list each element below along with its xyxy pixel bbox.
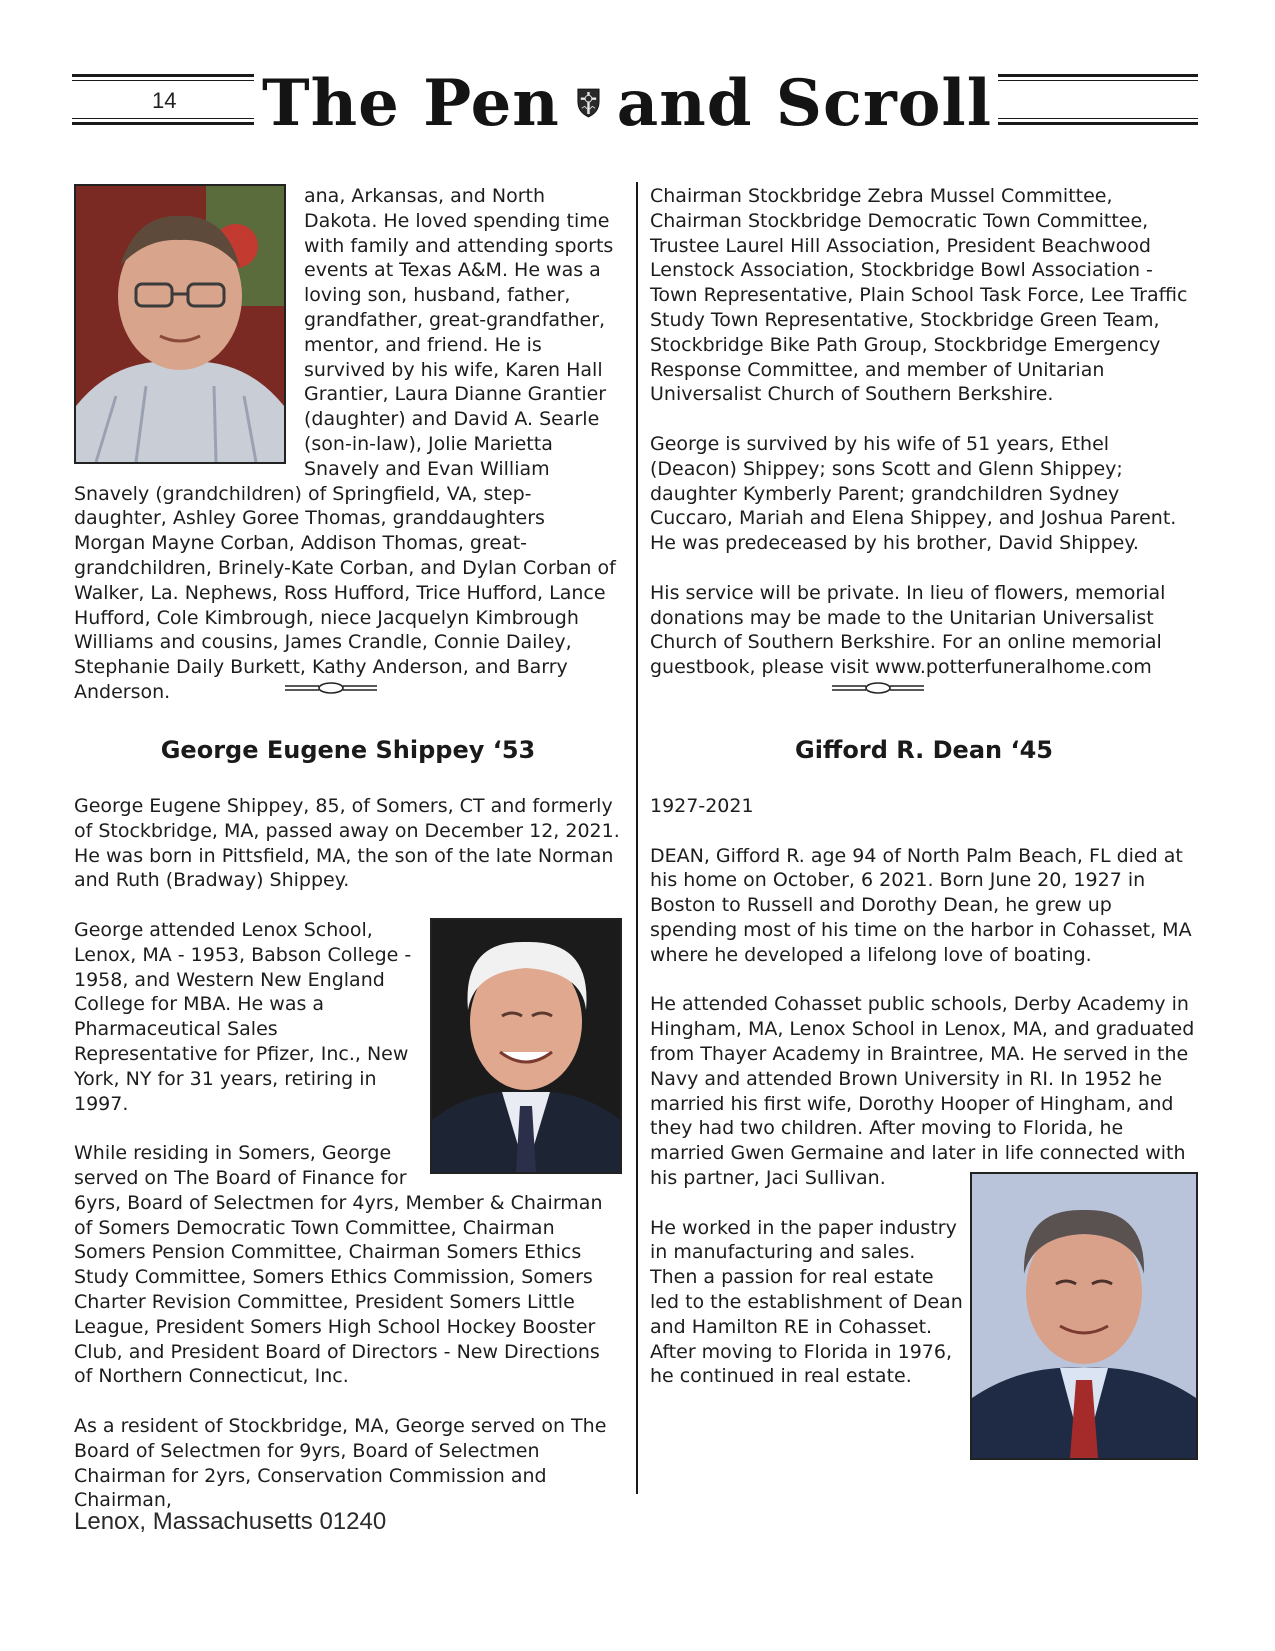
obituary-heading-shippey: George Eugene Shippey ‘53 — [160, 736, 536, 764]
masthead-title — [262, 58, 992, 148]
page-number: 14 — [152, 88, 177, 113]
shippey-paragraph-1: George Eugene Shippey, 85, of Somers, CT and formerly of Stockbridge, MA, passed away on December 12, 2021. He was born in Pittsfield, MA, the son of the late Norman and Ruth (Bradway) Shippey. — [74, 795, 620, 892]
shippey-paragraph-4: As a resident of Stockbridge, MA, George served on The Board of Selectmen for 9yrs, Board of Selectmen Chairman for 2yrs, Conservation Commission and Chairman, — [74, 1414, 607, 1512]
dean-years: 1927-2021 — [650, 795, 754, 817]
masthead-title-left: The Pen — [262, 65, 560, 141]
masthead-rule-right — [998, 74, 1198, 124]
section-ornament-right — [832, 681, 924, 695]
shippey-paragraph-2: George attended Lenox School, Lenox, MA - 1953, Babson College - 1958, and Western New England College for MBA. He was a Pharmaceutical Sales Representative for Pfizer, Inc., New York, NY for 31 years, retiring in 1997. — [74, 918, 412, 1115]
shippey-paragraph-6: George is survived by his wife of 51 years, Ethel (Deacon) Shippey; sons Scott and Glenn Shippey; daughter Kymberly Parent; grandchildren Sydney Cuccaro, Mariah and Elena Shippey, and Joshua Parent. He was predeceased by his brother, David Shippey. — [650, 432, 1177, 555]
footer-address: Lenox, Massachusetts 01240 — [74, 1508, 387, 1535]
portrait-shippey-image — [432, 920, 620, 1172]
obituary-heading-dean: Gifford R. Dean ‘45 — [795, 736, 1053, 764]
section-ornament-left — [285, 681, 377, 695]
obituary-shippey-left — [74, 794, 622, 1513]
obituary-photo-shippey — [430, 918, 622, 1174]
continued-obituary — [74, 184, 622, 705]
continued-obituary-text: ana, Arkansas, and North Dakota. He loved spending time with family and attending sports events at Texas A&M. He was a loving son, husband, father, grandfather, great-grandfather, mentor, and friend. He is survived by his wife, Karen Hall Grantier, Laura Dianne Grantier (daughter) and David A. Searle (son-in-law), Jolie Marietta Snavely and Evan William Snavely (grandchildren) of Springfield, VA, step-daughter, Ashley Goree Thomas, granddaughters Morgan Mayne Corban, Addison Thomas, great-grandchildren, Brinely-Kate Corban, and Dylan Corban of Walker, La. Nephews, Ross Hufford, Trice Hufford, Lance Hufford, Cole Kimbrough, niece Jacquelyn Kimbrough Williams and cousins, James Crandle, Connie Dailey, Stephanie Daily Burkett, Kathy Anderson, and Barry Anderson. — [74, 185, 616, 703]
masthead-title-right: and Scroll — [616, 65, 992, 141]
shippey-paragraph-7: His service will be private. In lieu of flowers, memorial donations may be made to the Unitarian Universalist Church of Southern Berkshire. For an online memorial guestbook, please visit www.potterfuneralhome.com — [650, 581, 1166, 679]
crest-icon — [576, 70, 601, 136]
column-divider — [636, 182, 638, 1494]
portrait-dean-image — [972, 1174, 1196, 1458]
shippey-paragraph-5: Chairman Stockbridge Zebra Mussel Committee, Chairman Stockbridge Democratic Town Committee, Trustee Laurel Hill Association, President Beachwood Lenstock Association, Stockbridge Bowl Association - Town Representative, Plain School Task Force, Lee Traffic Study Town Representative, Stockbridge Green Team, Stockbridge Bike Path Group, Stockbridge Emergency Response Committee, and member of Unitarian Universalist Church of Southern Berkshire. — [650, 185, 1188, 406]
dean-paragraph-1: DEAN, Gifford R. age 94 of North Palm Beach, FL died at his home on October, 6 2021. Born June 20, 1927 in Boston to Russell and Dorothy Dean, he grew up spending most of his time on the harbor in Cohasset, MA where he developed a lifelong love of boating. — [650, 844, 1192, 966]
dean-paragraph-3: He worked in the paper industry in manufacturing and sales. Then a passion for real estate led to the establishment of Dean and Hamilton RE in Cohasset. After moving to Florida in 1976, he continued in real estate. — [650, 1216, 963, 1388]
dean-paragraph-2: He attended Cohasset public schools, Derby Academy in Hingham, MA, Lenox School in Lenox, MA, and graduated from Thayer Academy in Braintree, MA. He served in the Navy and attended Brown University in RI. In 1952 he married his first wife, Dorothy Hooper of Hingham, and they had two children. After moving to Florida, he married Gwen Germaine and later in life connected with his partner, Jaci Sullivan. — [650, 993, 1195, 1189]
shippey-paragraph-3: While residing in Somers, George served on The Board of Finance for 6yrs, Board of Selectmen for 4yrs, Member & Chairman of Somers Democratic Town Committee, Chairman Somers Pension Committee, Chairman Somers Ethics Study Committee, Somers Ethics Commission, Somers Charter Revision Committee, President Somers Little League, President Somers High School Hockey Booster Club, and President Board of Directors - New Directions of Northern Connecticut, Inc. — [74, 1142, 603, 1388]
portrait-grantier-image — [76, 186, 284, 462]
obituary-photo-dean — [970, 1172, 1198, 1460]
obituary-shippey-right — [650, 184, 1198, 680]
obituary-photo-grantier — [74, 184, 286, 464]
